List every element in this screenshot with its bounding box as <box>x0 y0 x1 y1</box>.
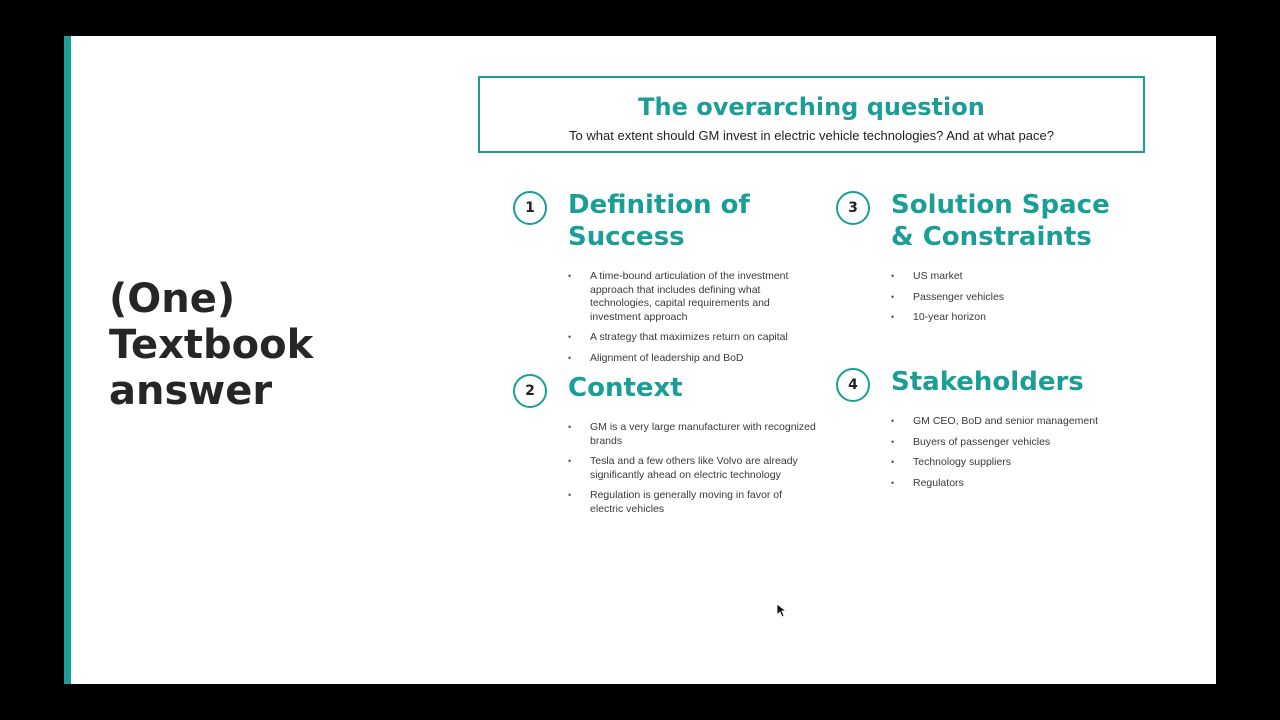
list-item: • A strategy that maximizes return on capital <box>568 331 818 345</box>
question-title: The overarching question <box>638 93 985 121</box>
section-number-badge: 4 <box>836 368 870 402</box>
question-text: To what extent should GM invest in electric vehicle technologies? And at what pace? <box>569 128 1054 143</box>
bullet-list <box>891 270 1141 332</box>
list-item: • Regulation is generally moving in favor of electric vehicles <box>568 489 818 516</box>
section-number-badge: 2 <box>513 374 547 408</box>
bullet-list <box>891 415 1141 497</box>
section-heading-line: Stakeholders <box>891 367 1084 397</box>
overarching-question-box <box>478 76 1145 153</box>
list-item: • Technology suppliers <box>891 456 1141 470</box>
slide <box>64 36 1216 684</box>
section-heading-line: Success <box>568 222 685 252</box>
slide-title-line: Textbook <box>109 322 314 368</box>
section-heading-line: & Constraints <box>891 222 1092 252</box>
list-item: • US market <box>891 270 1141 284</box>
list-item: • GM is a very large manufacturer with recognized brands <box>568 421 818 448</box>
list-item: • Buyers of passenger vehicles <box>891 436 1141 450</box>
list-item: • A time-bound articulation of the investment approach that includes defining what technologies, capital requirements and investment approach <box>568 270 818 324</box>
section-heading <box>891 189 1161 253</box>
section-number-badge: 3 <box>836 191 870 225</box>
section-heading <box>891 366 1161 398</box>
bullet-list <box>568 421 818 523</box>
bullet-list <box>568 270 818 372</box>
section-number-badge: 1 <box>513 191 547 225</box>
section-heading <box>568 189 838 253</box>
section-heading <box>568 372 838 404</box>
list-item: • 10-year horizon <box>891 311 1141 325</box>
list-item: • Tesla and a few others like Volvo are already significantly ahead on electric technology <box>568 455 818 482</box>
list-item: • Passenger vehicles <box>891 291 1141 305</box>
list-item: • GM CEO, BoD and senior management <box>891 415 1141 429</box>
list-item: • Regulators <box>891 477 1141 491</box>
section-heading-line: Definition of <box>568 190 750 220</box>
slide-title <box>109 276 429 414</box>
slide-title-line: (One) <box>109 276 236 322</box>
section-heading-line: Context <box>568 373 683 403</box>
accent-bar <box>64 36 71 684</box>
list-item: • Alignment of leadership and BoD <box>568 352 818 366</box>
slide-title-line: answer <box>109 368 273 414</box>
section-heading-line: Solution Space <box>891 190 1110 220</box>
